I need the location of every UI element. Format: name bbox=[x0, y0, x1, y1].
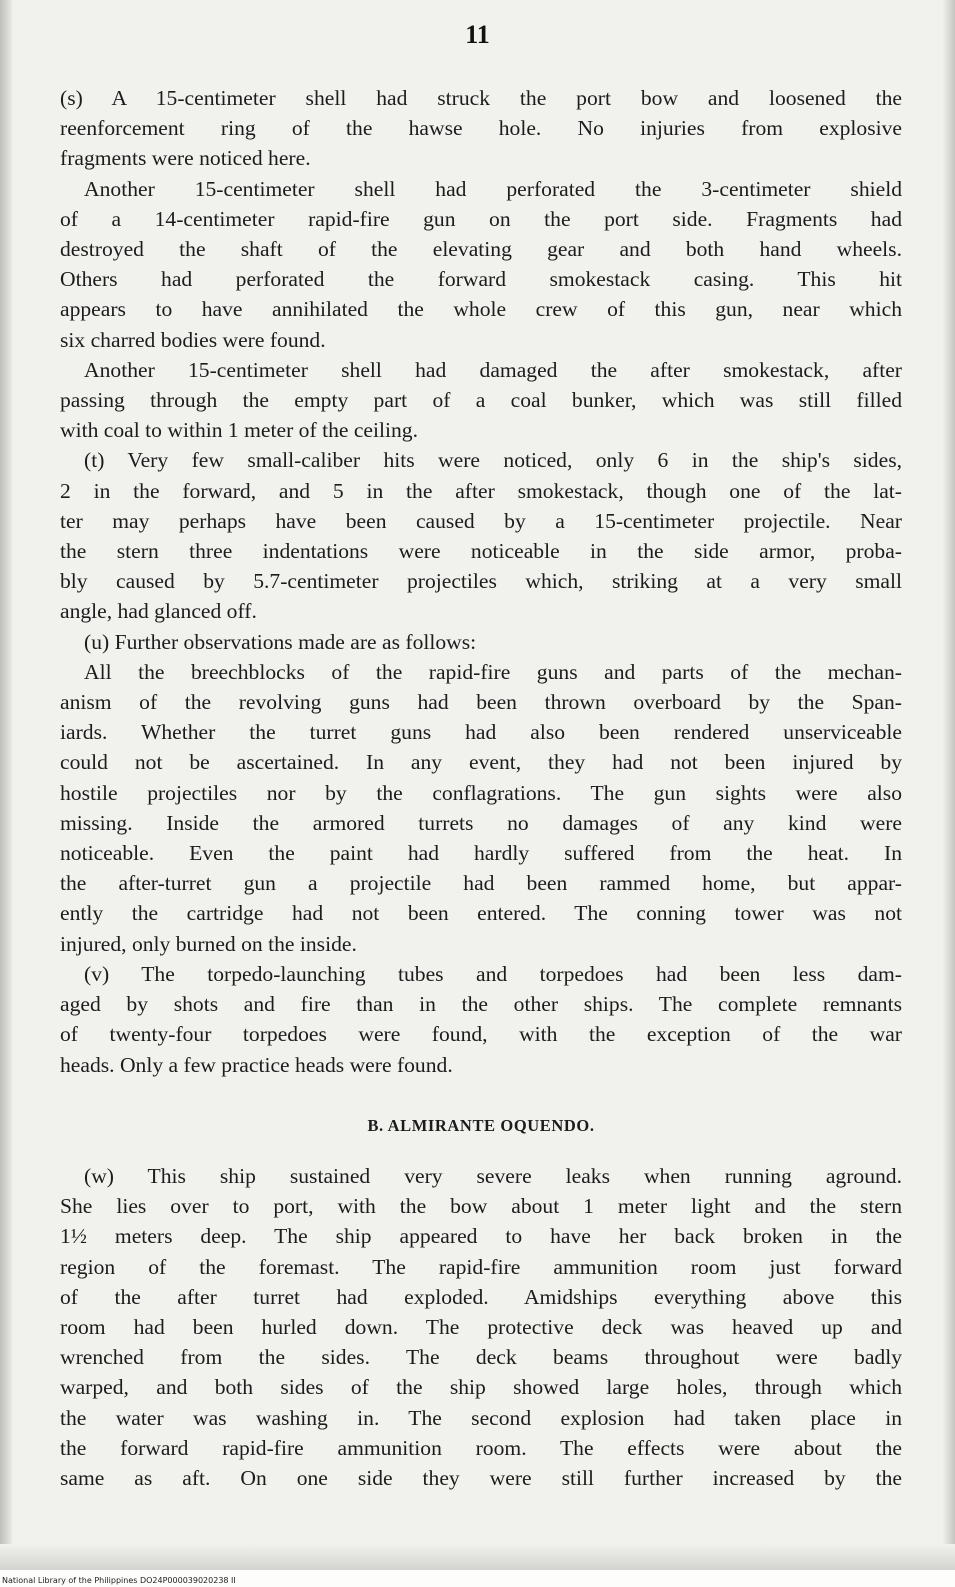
text-line: the after-turret gun a projectile had been rammed home, but appar- bbox=[60, 871, 902, 896]
text-line: same as aft. On one side they were still further increased by the bbox=[60, 1465, 902, 1490]
text-line: All the breechblocks of the rapid-fire guns and parts of the mechan- bbox=[84, 659, 902, 684]
text-line: the forward rapid-fire ammunition room. The effects were about the bbox=[60, 1435, 902, 1460]
text-line: (s) A 15-centimeter shell had struck the port bow and loosened the bbox=[60, 86, 902, 110]
text-line: the water was washing in. The second explosion had taken place in bbox=[60, 1405, 902, 1430]
text-line: Another 15-centimeter shell had perforated the 3-centimeter shield bbox=[84, 176, 902, 201]
page-body bbox=[60, 83, 902, 1493]
text-line: missing. Inside the armored turrets no damages of any kind were bbox=[60, 810, 902, 835]
text-line: the stern three indentations were noticeable in the side armor, proba- bbox=[60, 539, 902, 564]
text-line: fragments were noticed here. bbox=[60, 146, 311, 171]
text-line: Another 15-centimeter shell had damaged the after smokestack, after bbox=[84, 357, 902, 382]
text-line: aged by shots and fire than in the other ships. The complete remnants bbox=[60, 992, 902, 1017]
page-edge-bottom bbox=[0, 1544, 955, 1570]
text-line: angle, had glanced off. bbox=[60, 599, 257, 624]
text-line: warped, and both sides of the ship showed large holes, through which bbox=[60, 1375, 902, 1400]
text-line: with coal to within 1 meter of the ceiling. bbox=[60, 418, 419, 443]
section-heading: B. ALMIRANTE OQUENDO. bbox=[367, 1115, 595, 1135]
text-line: heads. Only a few practice heads were found. bbox=[60, 1052, 453, 1077]
text-line: ter may perhaps have been caused by a 15-centimeter projectile. Near bbox=[60, 508, 902, 533]
text-line: anism of the revolving guns had been thrown overboard by the Span- bbox=[60, 690, 902, 715]
scan-footer-credit: National Library of the Philippines DO24P000039020238 II bbox=[2, 1576, 236, 1585]
text-line: of a 14-centimeter rapid-fire gun on the port side. Fragments had bbox=[60, 206, 902, 231]
text-line: iards. Whether the turret guns had also been rendered unserviceable bbox=[60, 720, 902, 745]
text-line: She lies over to port, with the bow about 1 meter light and the stern bbox=[60, 1194, 902, 1219]
page-number: 11 bbox=[465, 20, 490, 49]
text-line: (v) The torpedo-launching tubes and torpedoes had been less dam- bbox=[84, 961, 902, 986]
text-line: reenforcement ring of the hawse hole. No injuries from explosive bbox=[60, 116, 902, 141]
page-edge-left bbox=[0, 0, 12, 1570]
text-line: region of the foremast. The rapid-fire ammunition room just forward bbox=[60, 1254, 902, 1279]
text-line: of twenty-four torpedoes were found, with the exception of the war bbox=[60, 1022, 902, 1047]
text-line: 2 in the forward, and 5 in the after smokestack, though one of the lat- bbox=[60, 478, 902, 503]
text-line: passing through the empty part of a coal bunker, which was still filled bbox=[60, 388, 902, 413]
text-line: (w) This ship sustained very severe leaks when running aground. bbox=[84, 1163, 902, 1188]
text-line: appears to have annihilated the whole crew of this gun, near which bbox=[60, 297, 902, 322]
text-line: six charred bodies were found. bbox=[60, 327, 326, 352]
text-line: could not be ascertained. In any event, they had not been injured by bbox=[60, 750, 902, 775]
page-edge-right bbox=[943, 0, 955, 1570]
text-line: hostile projectiles nor by the conflagrations. The gun sights were also bbox=[60, 780, 902, 805]
text-line: (u) Further observations made are as follows: bbox=[84, 629, 477, 654]
text-line: wrenched from the sides. The deck beams throughout were badly bbox=[60, 1345, 902, 1370]
text-line: bly caused by 5.7-centimeter projectiles which, striking at a very small bbox=[60, 569, 902, 594]
text-line: noticeable. Even the paint had hardly suffered from the heat. In bbox=[60, 841, 902, 866]
text-line: destroyed the shaft of the elevating gear and both hand wheels. bbox=[60, 237, 902, 262]
text-line: Others had perforated the forward smokestack casing. This hit bbox=[60, 267, 902, 292]
text-line: of the after turret had exploded. Amidships everything above this bbox=[60, 1284, 902, 1309]
text-line: 1½ meters deep. The ship appeared to have her back broken in the bbox=[60, 1224, 902, 1249]
text-line: injured, only burned on the inside. bbox=[60, 931, 357, 956]
text-line: room had been hurled down. The protective deck was heaved up and bbox=[60, 1314, 902, 1339]
text-line: (t) Very few small-caliber hits were noticed, only 6 in the ship's sides, bbox=[84, 448, 902, 473]
text-line: ently the cartridge had not been entered. The conning tower was not bbox=[60, 901, 902, 926]
